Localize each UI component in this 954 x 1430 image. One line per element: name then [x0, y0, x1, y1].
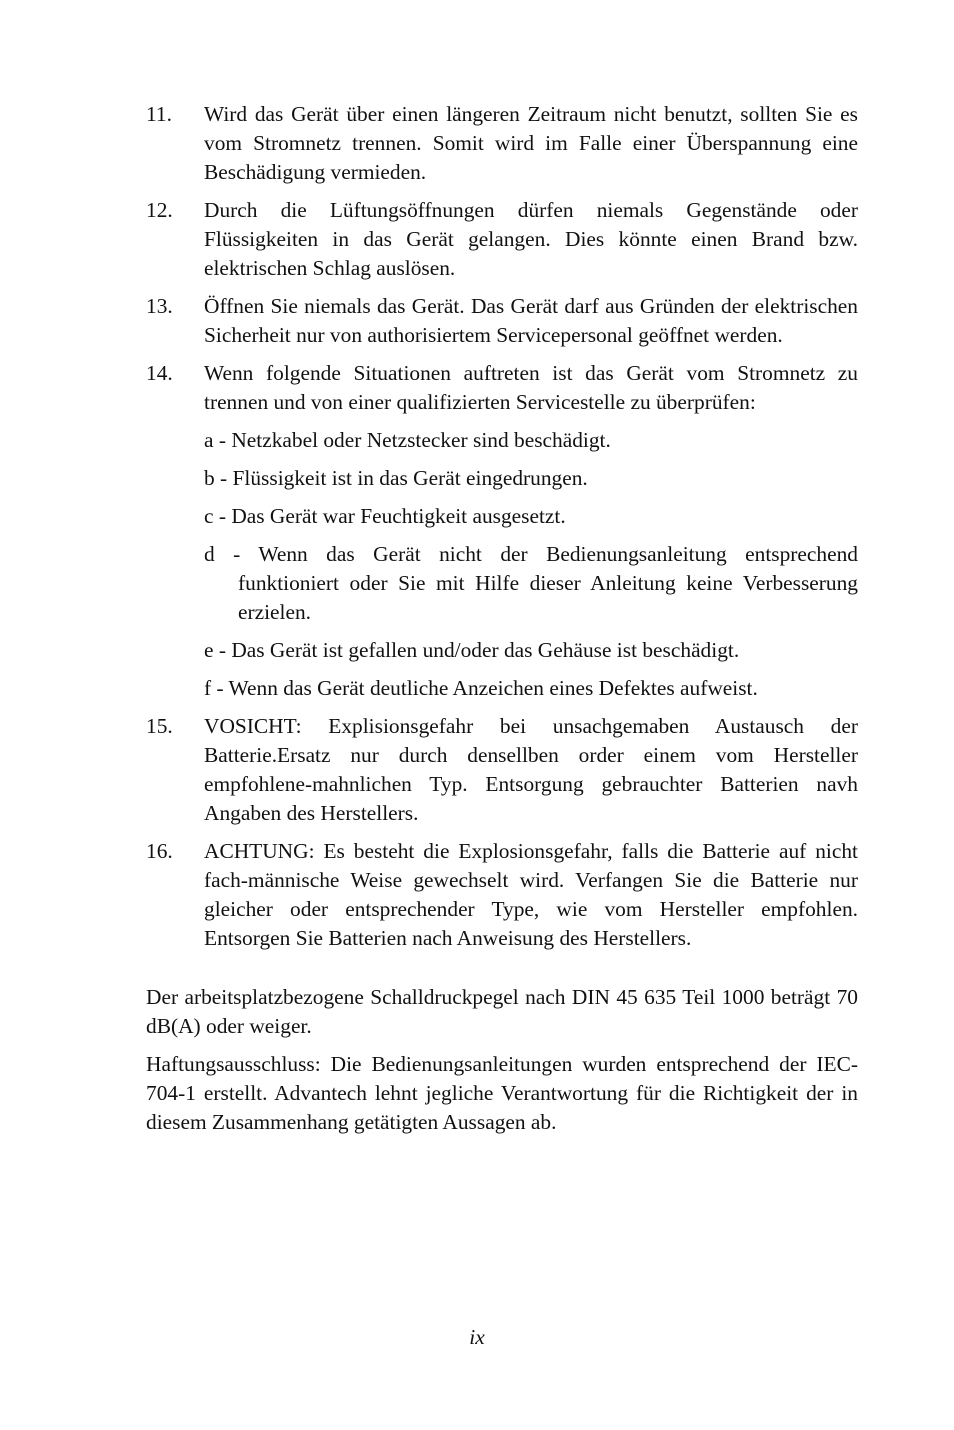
item-number: 11. — [146, 102, 172, 126]
noise-level-paragraph: Der arbeitsplatzbezogene Schalldruckpegel nach DIN 45 635 Teil 1000 beträgt 70 dB(A) oder weiger. — [146, 985, 858, 1038]
item-intro-text: Wenn folgende Situationen auftreten ist das Gerät vom Stromnetz zu trennen und von einer qualifizierten Servicestelle zu überprüfen: — [204, 361, 858, 414]
sub-item-c: c - Das Gerät war Feuchtigkeit ausgesetzt. — [204, 504, 566, 528]
item-number: 12. — [146, 198, 173, 222]
page-number: ix — [469, 1325, 485, 1349]
list-item-16 — [146, 837, 858, 953]
page-content — [146, 100, 858, 1146]
sub-item-a: a - Netzkabel oder Netzstecker sind beschädigt. — [204, 428, 611, 452]
item-text: VOSICHT: Explisionsgefahr bei unsachgemaben Austausch der Batterie.Ersatz nur durch densellben order einem vom Hersteller empfohlene-mahnlichen Typ. Entsorgung gebrauchter Batterien navh Angaben des Herstellers. — [204, 714, 858, 825]
item-number: 15. — [146, 714, 173, 738]
item-number: 14. — [146, 361, 173, 385]
item-text: Wird das Gerät über einen längeren Zeitraum nicht benutzt, sollten Sie es vom Stromnetz trennen. Somit wird im Falle einer Überspannung eine Beschädigung vermieden. — [204, 102, 858, 184]
item-number: 16. — [146, 839, 173, 863]
list-item-11 — [146, 100, 858, 187]
list-item-14 — [146, 359, 858, 703]
item-text: Öffnen Sie niemals das Gerät. Das Gerät darf aus Gründen der elektrischen Sicherheit nur von authorisiertem Servicepersonal geöffnet werden. — [204, 294, 858, 347]
list-item-13 — [146, 292, 858, 350]
sub-item-b: b - Flüssigkeit ist in das Gerät eingedrungen. — [204, 466, 588, 490]
disclaimer-paragraph: Haftungsausschluss: Die Bedienungsanleitungen wurden entsprechend der IEC-704-1 erstellt. Advantech lehnt jegliche Verantwortung für die Richtigkeit der in diesem Zusammenhang getätigten Aussagen ab. — [146, 1052, 858, 1134]
item-text: ACHTUNG: Es besteht die Explosionsgefahr, falls die Batterie auf nicht fach-männische Weise gewechselt wird. Verfangen Sie die Batterie nur gleicher oder entsprechender Type, wie vom Hersteller empfohlen. Entsorgen Sie Batterien nach Anweisung des Herstellers. — [204, 839, 858, 950]
sub-item-d: d - Wenn das Gerät nicht der Bedienungsanleitung entsprechend funktioniert oder Sie mit Hilfe dieser Anleitung keine Verbesserung erzielen. — [204, 542, 858, 624]
list-item-12 — [146, 196, 858, 283]
list-item-15 — [146, 712, 858, 828]
item-body — [204, 359, 858, 703]
sub-item-e: e - Das Gerät ist gefallen und/oder das Gehäuse ist beschädigt. — [204, 638, 740, 662]
sub-item-f: f - Wenn das Gerät deutliche Anzeichen eines Defektes aufweist. — [204, 676, 758, 700]
item-number: 13. — [146, 294, 173, 318]
item-text: Durch die Lüftungsöffnungen dürfen niemals Gegenstände oder Flüssigkeiten in das Gerät gelangen. Dies könnte einen Brand bzw. elektrischen Schlag auslösen. — [204, 198, 858, 280]
